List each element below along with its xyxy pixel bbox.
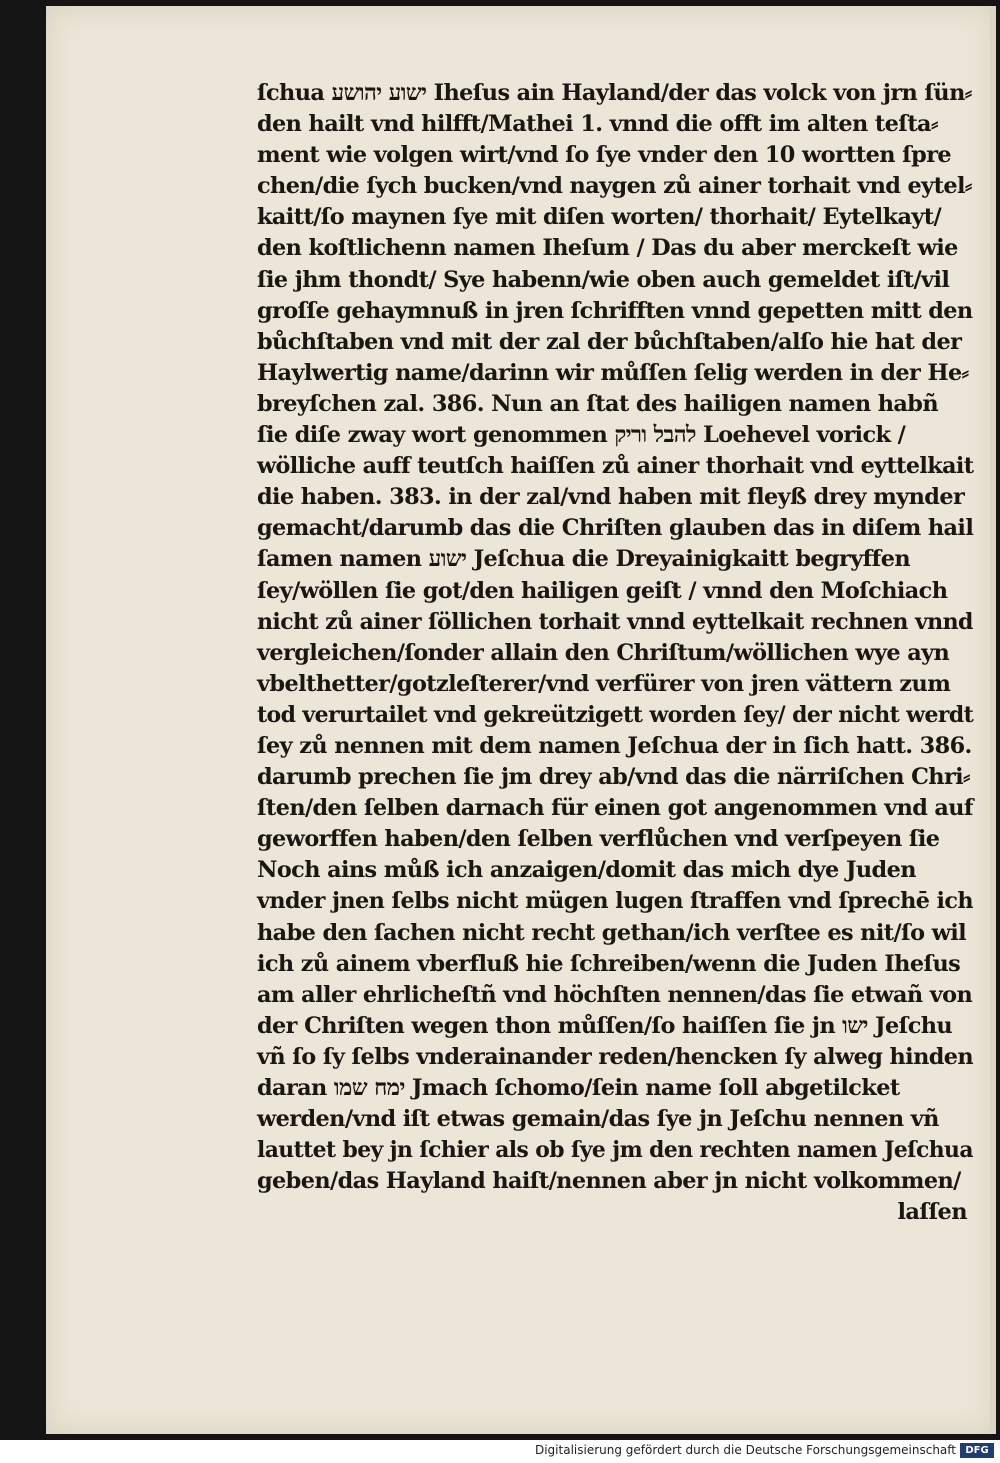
text-line: Noch ains můß ich anzaigen/domit das mich dye Juden bbox=[257, 857, 916, 884]
text-line: den hailt vnd hilfft/Mathei 1. vnnd die offt im alten teſta⸗ bbox=[257, 111, 938, 138]
text-line: breyſchen zal. 386. Nun an ſtat des hailigen namen habñ bbox=[257, 390, 939, 417]
text-line: ſamen namen ישוע Jeſchua die Dreyainigkaitt begryffen bbox=[257, 546, 911, 573]
text-line: am aller ehrlicheſtñ vnd höchſten nennen/das ſie etwañ von bbox=[257, 981, 973, 1008]
text-line: habe den ſachen nicht recht gethan/ich verſtee es nit/ſo wil bbox=[257, 919, 967, 946]
text-line: ich zů ainem vberfluß hie ſchreiben/wenn die Juden Iheſus bbox=[257, 950, 961, 977]
book-page bbox=[46, 6, 996, 1434]
text-line: Haylwertig name/darinn wir můſſen ſelig werden in der He⸗ bbox=[257, 359, 969, 386]
footer-bar bbox=[0, 1440, 1000, 1463]
text-line: werden/vnd iſt etwas gemain/das ſye jn Jeſchu nennen vñ bbox=[257, 1106, 939, 1133]
catchword: laſſen bbox=[897, 1199, 967, 1226]
text-line: vnder jnen ſelbs nicht mügen lugen ſtraffen vnd ſprechē ich bbox=[257, 888, 974, 915]
text-line: ſie diſe zway wort genommen להבל וריק Loehevel vorick / bbox=[257, 422, 906, 449]
text-line: darumb prechen ſie jm drey ab/vnd das die närriſchen Chri⸗ bbox=[257, 764, 970, 791]
digitization-credit: Digitalisierung gefördert durch die Deutsche Forschungsgemeinschaft bbox=[534, 1443, 956, 1457]
text-line: vbelthetter/gotzleſterer/vnd verfürer von jren vättern zum bbox=[257, 670, 951, 697]
text-line: ſey/wöllen ſie got/den hailigen geiſt / vnnd den Moſchiach bbox=[257, 577, 948, 604]
text-line: ſey zů nennen mit dem namen Jeſchua der in ſich hatt. 386. bbox=[257, 732, 972, 759]
text-line: ment wie volgen wirt/vnd ſo ſye vnder den 10 wortten ſpre bbox=[257, 142, 952, 169]
text-line: bůchſtaben vnd mit der zal der bůchſtaben/alſo hie hat der bbox=[257, 328, 962, 355]
text-line: nicht zů ainer ſöllichen torhait vnnd eyttelkait rechnen vnnd bbox=[257, 608, 973, 635]
text-line: ſchua ישוע יהושע Iheſus ain Hayland/der das volck von jrn ſün⸗ bbox=[257, 80, 972, 106]
text-block bbox=[257, 78, 977, 1228]
text-line: tod verurtailet vnd gekreützigett worden ſey/ der nicht werdt bbox=[257, 701, 974, 728]
text-line: groſſe gehaymnuß in jren ſchrifften vnnd gepetten mitt den bbox=[257, 297, 973, 324]
text-line: chen/die ſych bucken/vnd naygen zů ainer torhait vnd eytel⸗ bbox=[257, 173, 972, 200]
text-line: geben/das Hayland haiſt/nennen aber jn nicht volkommen/ bbox=[257, 1168, 961, 1195]
text-line: kaitt/ſo maynen ſye mit diſen worten/ thorhait/ Eytelkayt/ bbox=[257, 204, 942, 231]
dfg-logo: DFG bbox=[960, 1443, 994, 1458]
text-line: der Chriſten wegen thon můſſen/ſo haiſſen ſie jn ישו Jeſchu bbox=[257, 1012, 953, 1039]
text-line: ſten/den ſelben darnach für einen got angenommen vnd auf bbox=[257, 795, 973, 822]
text-line: vñ ſo ſy ſelbs vnderainander reden/hencken ſy alweg hinden bbox=[257, 1043, 974, 1070]
text-line: lauttet bey jn ſchier als ob ſye jm den rechten namen Jeſchua bbox=[257, 1137, 973, 1164]
text-line: die haben. 383. in der zal/vnd haben mit fleyß drey mynder bbox=[257, 484, 965, 511]
text-line: ſie jhm thondt/ Sye habenn/wie oben auch gemeldet iſt/vil bbox=[257, 266, 950, 293]
text-line: geworffen haben/den ſelben verflůchen vnd verſpeyen ſie bbox=[257, 826, 940, 853]
text-line: wölliche auff teutſch haiſſen zů ainer thorhait vnd eyttelkait bbox=[257, 453, 974, 480]
text-line: daran ימח שמו Jmach ſchomo/ſein name ſoll abgetilcket bbox=[257, 1075, 900, 1101]
text-line: vergleichen/ſonder allain den Chriſtum/wöllichen wye ayn bbox=[257, 639, 950, 666]
text-line: den koſtlichenn namen Iheſum / Das du aber merckeſt wie bbox=[257, 235, 958, 262]
text-line: gemacht/darumb das die Chriſten glauben das in diſem hail bbox=[257, 515, 974, 542]
